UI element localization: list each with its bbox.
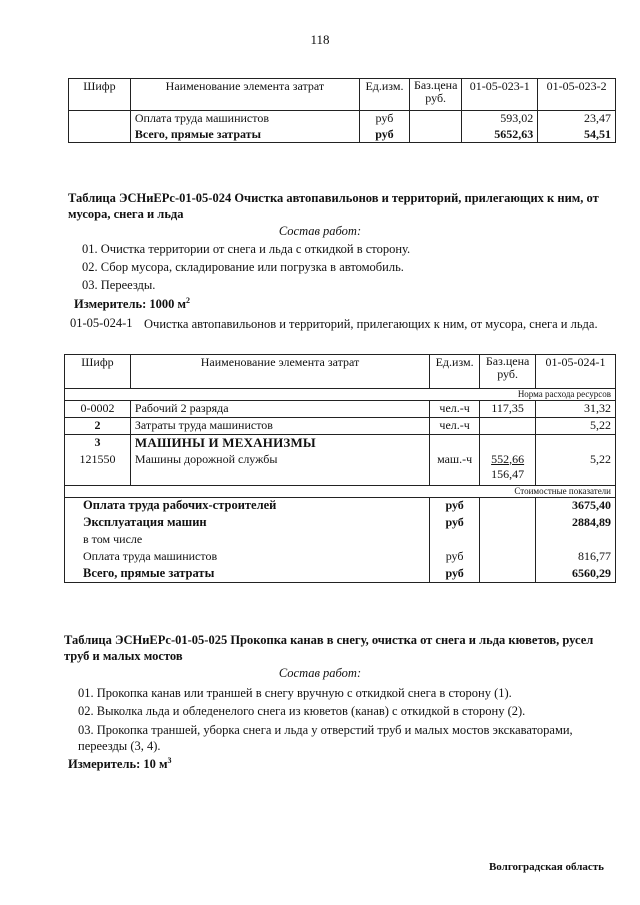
footer-region: Волгоградская область: [488, 861, 604, 873]
table-title-025: Таблица ЭСНиЕРс-01-05-025 Прокопка канав в снегу, очистка от снега и льда кюветов, русел труб и малых мостов: [64, 633, 594, 663]
row-price: 552,66 156,47: [480, 452, 536, 486]
row-name: Всего, прямые затраты: [130, 127, 359, 143]
header-code: Шифр: [69, 79, 131, 111]
table-row: [65, 418, 616, 435]
table-row: [65, 452, 616, 486]
row-unit: чел.-ч: [430, 418, 480, 435]
page-number: 118: [310, 32, 330, 47]
row-price: [480, 418, 536, 435]
row-v1: 2884,89: [536, 515, 616, 532]
row-code: 0-0002: [65, 401, 131, 418]
row-name: Рабочий 2 разряда: [130, 401, 429, 418]
row-name: Оплата труда машинистов: [130, 111, 359, 127]
row-unit: руб: [430, 549, 480, 566]
header-base-price: Баз.цена руб.: [409, 79, 461, 111]
row-name: в том числе: [65, 532, 430, 549]
row-unit: руб: [430, 498, 480, 515]
row-unit: руб: [359, 127, 409, 143]
row-name: МАШИНЫ И МЕХАНИЗМЫ: [130, 435, 429, 452]
measure-unit: Измеритель: 10 $м^3$: [68, 756, 172, 772]
row-code: 3: [65, 435, 131, 452]
header-col1: 01-05-023-1: [462, 79, 538, 111]
row-name: Машины дорожной службы: [130, 452, 429, 486]
row-unit: руб: [430, 566, 480, 583]
table-row: [65, 435, 616, 452]
row-v2: 23,47: [538, 111, 616, 127]
header-unit: Ед.изм.: [430, 355, 480, 389]
header-name: Наименование элемента затрат: [130, 355, 429, 389]
row-name: Эксплуатация машин: [65, 515, 430, 532]
measure-unit: Измеритель: 1000 $м^2$: [74, 296, 191, 312]
composition-label: Состав работ:: [278, 224, 362, 238]
header-name: Наименование элемента затрат: [130, 79, 359, 111]
norm-label: Норма расхода ресурсов: [65, 389, 616, 401]
table-row: [69, 127, 616, 143]
work-step: 03. Прокопка траншей, уборка снега и льда у отверстий труб и малых мостов экскаваторами, переезды (3, 4).: [78, 723, 573, 753]
table-01-05-024: [64, 354, 616, 583]
row-unit: руб: [359, 111, 409, 127]
row-v1: 3675,40: [536, 498, 616, 515]
work-step: 03. Переезды.: [82, 278, 156, 292]
row-name: Оплата труда рабочих-строителей: [65, 498, 430, 515]
header-unit: Ед.изм.: [359, 79, 409, 111]
row-unit: чел.-ч: [430, 401, 480, 418]
composition-label: Состав работ:: [278, 666, 362, 680]
row-v2: 54,51: [538, 127, 616, 143]
row-unit: руб: [430, 515, 480, 532]
header-base-price: Баз.цена руб.: [480, 355, 536, 389]
row-name: Оплата труда машинистов: [65, 549, 430, 566]
table-row: [69, 111, 616, 127]
work-step: 01. Очистка территории от снега и льда с откидкой в сторону.: [82, 242, 411, 256]
row-name: Затраты труда машинистов: [130, 418, 429, 435]
table-row: [65, 498, 616, 515]
item-code: 01-05-024-1: [70, 316, 133, 330]
row-v1: 5652,63: [462, 127, 538, 143]
work-step: 02. Выколка льда и обледенелого снега из кюветов (канав) с откидкой в сторону (2).: [78, 704, 526, 718]
cost-label: Стоимостные показатели: [65, 486, 616, 498]
row-v1: 6560,29: [536, 566, 616, 583]
row-unit: маш.-ч: [430, 452, 480, 486]
table-row: [65, 401, 616, 418]
table-title-024: Таблица ЭСНиЕРс-01-05-024 Очистка автопавильонов и территорий, прилегающих к ним, от мусора, снега и льда: [68, 191, 599, 221]
row-v1: 31,32: [536, 401, 616, 418]
row-v1: 5,22: [536, 452, 616, 486]
work-step: 02. Сбор мусора, складирование или погрузка в автомобиль.: [82, 260, 404, 274]
row-price: 117,35: [480, 401, 536, 418]
header-col2: 01-05-023-2: [538, 79, 616, 111]
row-code: 2: [65, 418, 131, 435]
table-01-05-023: [68, 78, 616, 143]
row-v1: 816,77: [536, 549, 616, 566]
row-v1: 5,22: [536, 418, 616, 435]
header-col1: 01-05-024-1: [536, 355, 616, 389]
table-row: [65, 532, 616, 549]
row-v1: 593,02: [462, 111, 538, 127]
table-row: [65, 549, 616, 566]
work-step: 01. Прокопка канав или траншей в снегу вручную с откидкой снега в сторону (1).: [78, 686, 512, 700]
row-name: Всего, прямые затраты: [65, 566, 430, 583]
table-row: [65, 515, 616, 532]
table-row: [65, 566, 616, 583]
header-code: Шифр: [65, 355, 131, 389]
row-code: 121550: [65, 452, 131, 486]
item-description: Очистка автопавильонов и территорий, прилегающих к ним, от мусора, снега и льда.: [144, 317, 598, 331]
